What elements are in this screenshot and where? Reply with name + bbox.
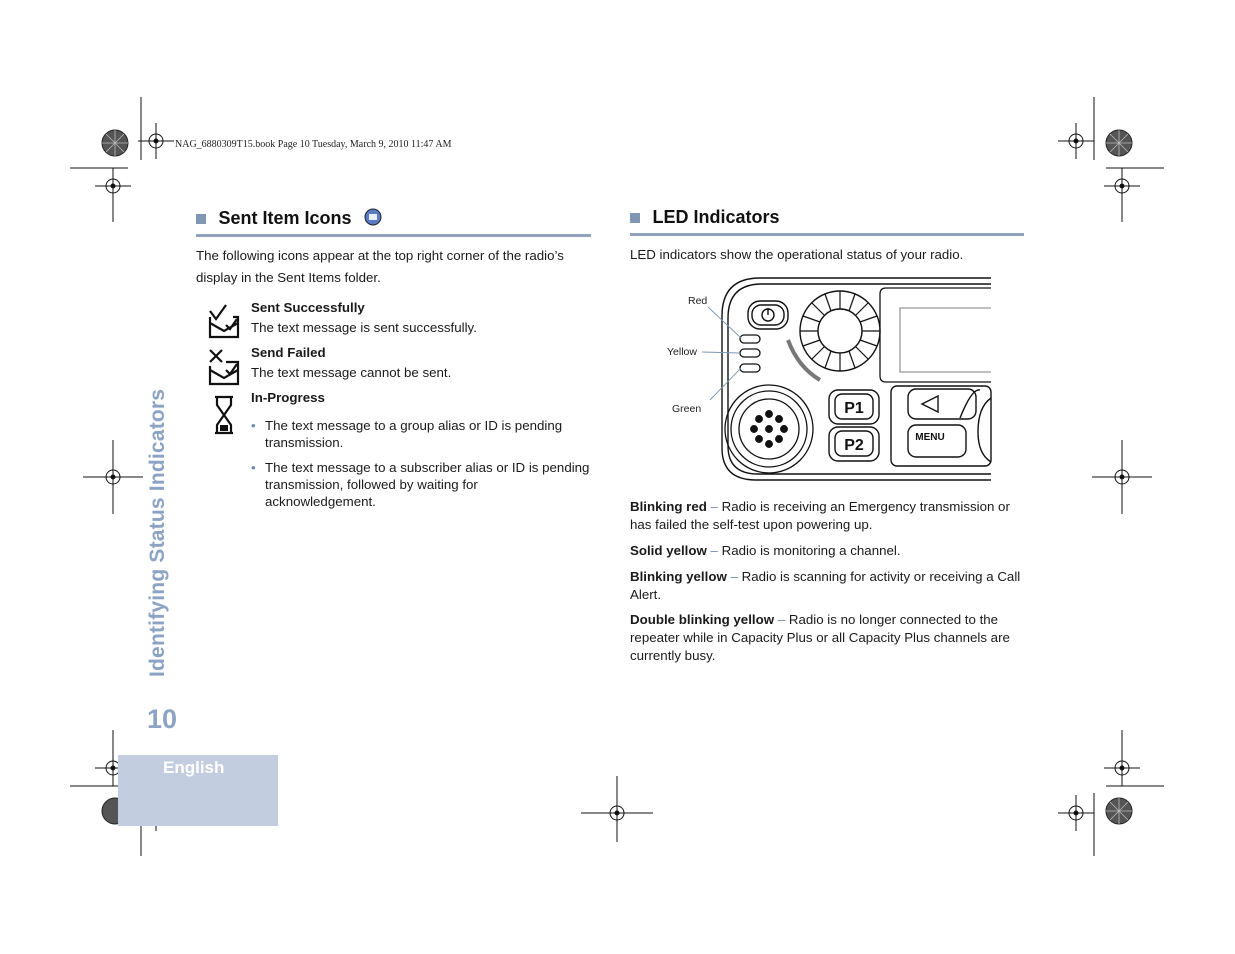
bullet-dot-icon: • — [251, 460, 256, 475]
bullet-dot-icon: • — [251, 418, 256, 433]
led-rule — [630, 233, 1024, 236]
led-state-blinking-red: Blinking red – Radio is receiving an Emergency transmission or has failed the self-test upon powering up. — [630, 499, 1010, 532]
envelope-check-icon — [208, 303, 240, 339]
in-progress-bullet-1: • The text message to a group alias or ID is pending transmission. — [251, 418, 563, 450]
heading-bullet-icon — [630, 213, 640, 223]
p1-button-label: P1 — [844, 400, 864, 417]
sent-item-title: Sent Item Icons — [218, 208, 352, 228]
led-intro: LED indicators show the operational status of your radio. — [630, 247, 964, 262]
green-led-label: Green — [672, 403, 702, 415]
envelope-x-icon — [208, 348, 240, 386]
radio-front-panel-diagram — [660, 272, 995, 484]
sent-item-rule — [196, 234, 591, 237]
yellow-led — [740, 349, 760, 357]
sent-successfully-desc: The text message is sent successfully. — [251, 320, 477, 335]
in-progress-title: In-Progress — [251, 390, 325, 405]
led-title: LED Indicators — [652, 207, 780, 227]
yellow-led-label: Yellow — [667, 346, 697, 358]
language-label: English — [163, 758, 225, 777]
section-side-title: Identifying Status Indicators — [146, 388, 169, 677]
sent-items-folder-icon — [364, 208, 382, 226]
led-heading — [630, 207, 779, 228]
red-led — [740, 335, 760, 343]
led-state-double-blinking-yellow: Double blinking yellow – Radio is no longer connected to the repeater while in Capacity Plus or all Capacity Plus channels are currently busy. — [630, 612, 1010, 663]
send-failed-title: Send Failed — [251, 345, 326, 360]
hourglass-icon — [213, 395, 235, 435]
book-header-line: NAG_6880309T15.book Page 10 Tuesday, March 9, 2010 11:47 AM — [175, 139, 452, 150]
sent-item-intro: The following icons appear at the top right corner of the radio’s display in the Sent Items folder. — [196, 248, 564, 285]
led-state-blinking-yellow: Blinking yellow – Radio is scanning for activity or receiving a Call Alert. — [630, 569, 1021, 602]
p2-button-label: P2 — [844, 437, 864, 454]
in-progress-bullet-2: • The text message to a subscriber alias or ID is pending transmission, followed by waiting for acknowledgement. — [251, 460, 590, 509]
page-number: 10 — [147, 704, 178, 734]
green-led — [740, 364, 760, 372]
sent-item-heading — [196, 208, 382, 229]
heading-bullet-icon — [196, 214, 206, 224]
sent-successfully-title: Sent Successfully — [251, 300, 365, 315]
red-led-label: Red — [688, 295, 708, 307]
led-state-solid-yellow: Solid yellow – Radio is monitoring a channel. — [630, 543, 901, 558]
send-failed-desc: The text message cannot be sent. — [251, 365, 452, 380]
menu-button-label: MENU — [915, 432, 945, 443]
